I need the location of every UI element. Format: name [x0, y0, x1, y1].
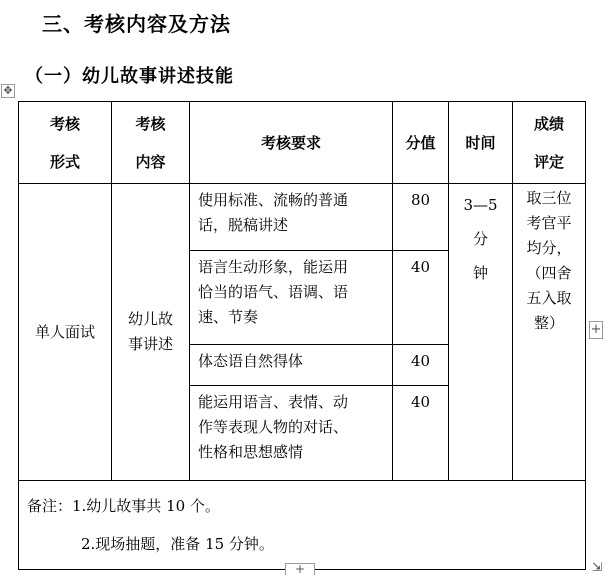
plus-icon: + — [294, 562, 306, 576]
subsection-title: （一）幼儿故事讲述技能 — [25, 66, 234, 87]
resize-diagonal-icon[interactable]: ⇲ — [591, 560, 603, 574]
cell-content: 幼儿故 事讲述 — [112, 184, 190, 481]
add-row-button[interactable] — [285, 563, 315, 575]
add-column-button[interactable] — [589, 321, 603, 339]
cell-score: 80 — [393, 184, 449, 251]
cell-requirement: 语言生动形象，能运用 恰当的语气、语调、语 速、节奏 — [190, 251, 393, 345]
table-header-row — [19, 102, 586, 184]
cell-score: 40 — [393, 345, 449, 386]
header-time: 时间 — [449, 102, 513, 184]
section-title: 三、考核内容及方法 — [42, 12, 231, 36]
cell-requirement: 使用标准、流畅的普通 话，脱稿讲述 — [190, 184, 393, 251]
table-move-icon[interactable]: ✥ — [1, 84, 15, 98]
cell-notes — [19, 481, 586, 570]
note-line-2: 2.现场抽题，准备 15 分钟。 — [81, 535, 274, 553]
note-line-1: 备注：1.幼儿故事共 10 个。 — [27, 497, 220, 515]
cell-requirement: 能运用语言、表情、动 作等表现人物的对话、 性格和思想感情 — [190, 386, 393, 481]
header-content: 考核 内容 — [112, 102, 190, 184]
header-form: 考核 形式 — [19, 102, 112, 184]
cell-score: 40 — [393, 386, 449, 481]
table-row — [19, 184, 586, 251]
header-score: 分值 — [393, 102, 449, 184]
cell-requirement: 体态语自然得体 — [190, 345, 393, 386]
cell-form: 单人面试 — [19, 184, 112, 481]
exam-table — [18, 101, 586, 570]
plus-icon: + — [590, 322, 602, 337]
header-grade: 成绩 评定 — [513, 102, 586, 184]
notes-row — [19, 481, 586, 570]
header-requirements: 考核要求 — [190, 102, 393, 184]
cell-score: 40 — [393, 251, 449, 345]
cell-grade: 取三位 考官平 均分， （四舍 五入取 整） — [513, 184, 586, 481]
cell-time: 3—5 分 钟 — [449, 184, 513, 481]
